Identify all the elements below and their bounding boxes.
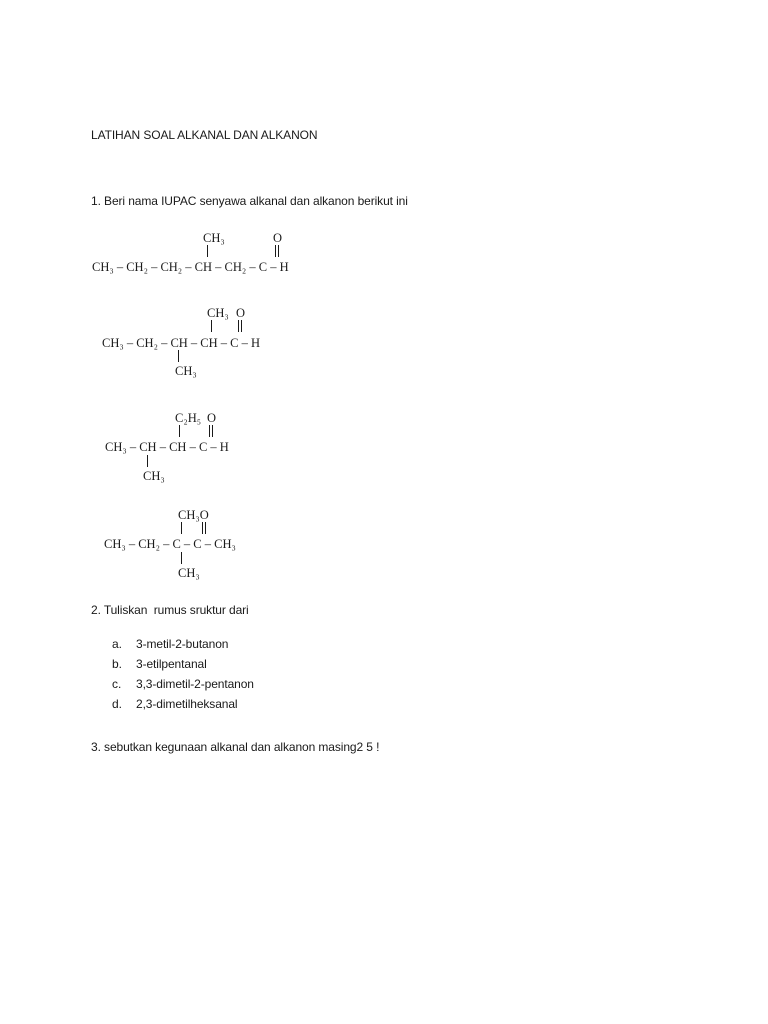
list-item: 3,3-dimetil-2-pentanon [136, 677, 254, 691]
structure-3-substituent-bottom: CH₃ [143, 469, 165, 483]
structure-2-bottom-bond [178, 350, 179, 362]
list-item: 3-etilpentanal [136, 657, 207, 671]
list-item-marker: d. [112, 697, 123, 711]
structure-3-main-chain: CH₃ – CH – CH – C – H [105, 440, 229, 454]
structure-4-substituent-ch3o: CH₃O [178, 508, 209, 522]
structure-4-bottom-bond [181, 552, 182, 564]
structure-4-single-bond [181, 522, 182, 534]
structure-3-substituent-o: O [207, 411, 217, 425]
question-2: 2. Tuliskan rumus sruktur dari [91, 603, 249, 617]
structure-3-double-bond [209, 425, 213, 437]
structure-4-double-bond [202, 522, 206, 534]
structure-2-substituent-ch3: CH₃ [207, 306, 229, 320]
document-title: LATIHAN SOAL ALKANAL DAN ALKANON [91, 128, 318, 142]
structure-2-double-bond [238, 320, 242, 332]
list-item: 2,3-dimetilheksanal [136, 697, 238, 711]
structure-1-substituent-ch3: CH₃ [203, 231, 225, 245]
list-item: 3-metil-2-butanon [136, 637, 229, 651]
structure-4-substituent-bottom: CH₃ [178, 566, 200, 580]
structure-2-substituent-bottom: CH₃ [175, 364, 197, 378]
list-item-marker: c. [112, 677, 122, 691]
structure-2-main-chain: CH₃ – CH₂ – CH – CH – C – H [102, 336, 261, 350]
list-item-marker: a. [112, 637, 123, 651]
question-3: 3. sebutkan kegunaan alkanal dan alkanon masing2 5 ! [91, 740, 380, 754]
structure-2-single-bond [211, 320, 212, 332]
structure-1-substituent-o: O [273, 231, 283, 245]
structure-2-substituent-o: O [236, 306, 246, 320]
structure-1-main-chain: CH₃ – CH₂ – CH₂ – CH – CH₂ – C – H [92, 260, 289, 274]
list-item-marker: b. [112, 657, 123, 671]
structure-4-main-chain: CH₃ – CH₂ – C – C – CH₃ [104, 537, 236, 551]
structure-1-single-bond [207, 245, 208, 257]
question-1: 1. Beri nama IUPAC senyawa alkanal dan alkanon berikut ini [91, 194, 408, 208]
structure-3-bottom-bond [147, 455, 148, 467]
structure-1-double-bond [275, 245, 279, 257]
structure-3-single-bond [179, 425, 180, 437]
structure-3-substituent-c2h5: C₂H₅ [175, 411, 202, 425]
